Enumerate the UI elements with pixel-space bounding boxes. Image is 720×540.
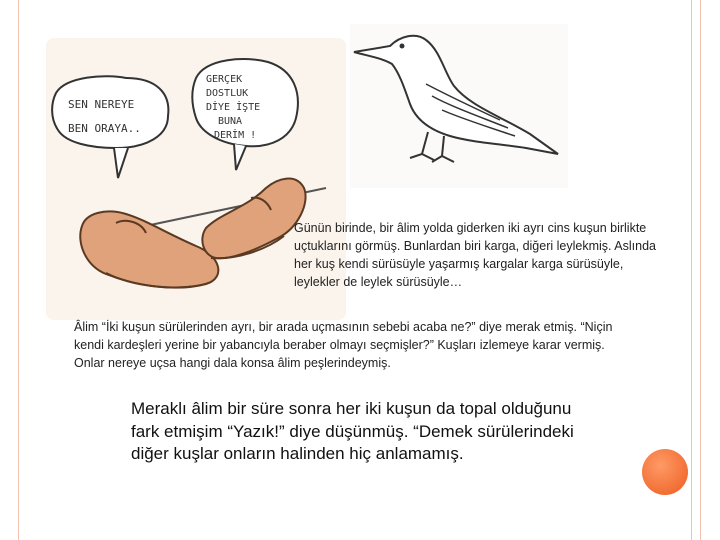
paragraph-conclusion: Meraklı âlim bir süre sonra her iki kuşun da topal olduğunu fark etmişim “Yazık!” diye düşünmüş. “Demek sürülerindeki diğer kuşlar onların halinden hiç anlamamış. [131, 399, 574, 463]
right-shoe [202, 179, 305, 259]
svg-text:GERÇEK: GERÇEK [206, 74, 243, 85]
paragraph-intro: Günün birinde, bir âlim yolda giderken iki ayrı cins kuşun birlikte uçtuklarını görmüş. Bunlardan biri karga, diğeri leylekmiş. Aslında her kuş kendi sürüsüyle yaşarmış kargalar karga sürüsüyle, leylekler de leylek sürüsüyle… [294, 221, 656, 289]
paragraph-question: Âlim “İki kuşun sürülerinden ayrı, bir arada uçmasının sebebi acaba ne?” diye merak etmiş. “Niçin kendi kardeşleri yerine bir yabancıyla beraber olmayı seçmişler?” Kuşları izlemeye karar vermiş. Onlar nereye uçsa hangi dala konsa âlim peşlerindeymiş. [74, 320, 613, 370]
svg-text:DİYE İŞTE: DİYE İŞTE [206, 102, 261, 113]
crow-illustration [350, 24, 568, 188]
speech-bubble-left [52, 76, 168, 148]
svg-text:DOSTLUK: DOSTLUK [206, 88, 249, 99]
bubble-left-line1: SEN NEREYE [68, 98, 135, 111]
decorative-dot [642, 449, 688, 495]
bubble-left-line2: BEN ORAYA.. [68, 122, 141, 135]
svg-text:BUNA: BUNA [218, 116, 243, 127]
left-shoe [80, 211, 218, 287]
frame-inner-line [691, 0, 692, 540]
svg-text:DERİM !: DERİM ! [214, 130, 257, 141]
